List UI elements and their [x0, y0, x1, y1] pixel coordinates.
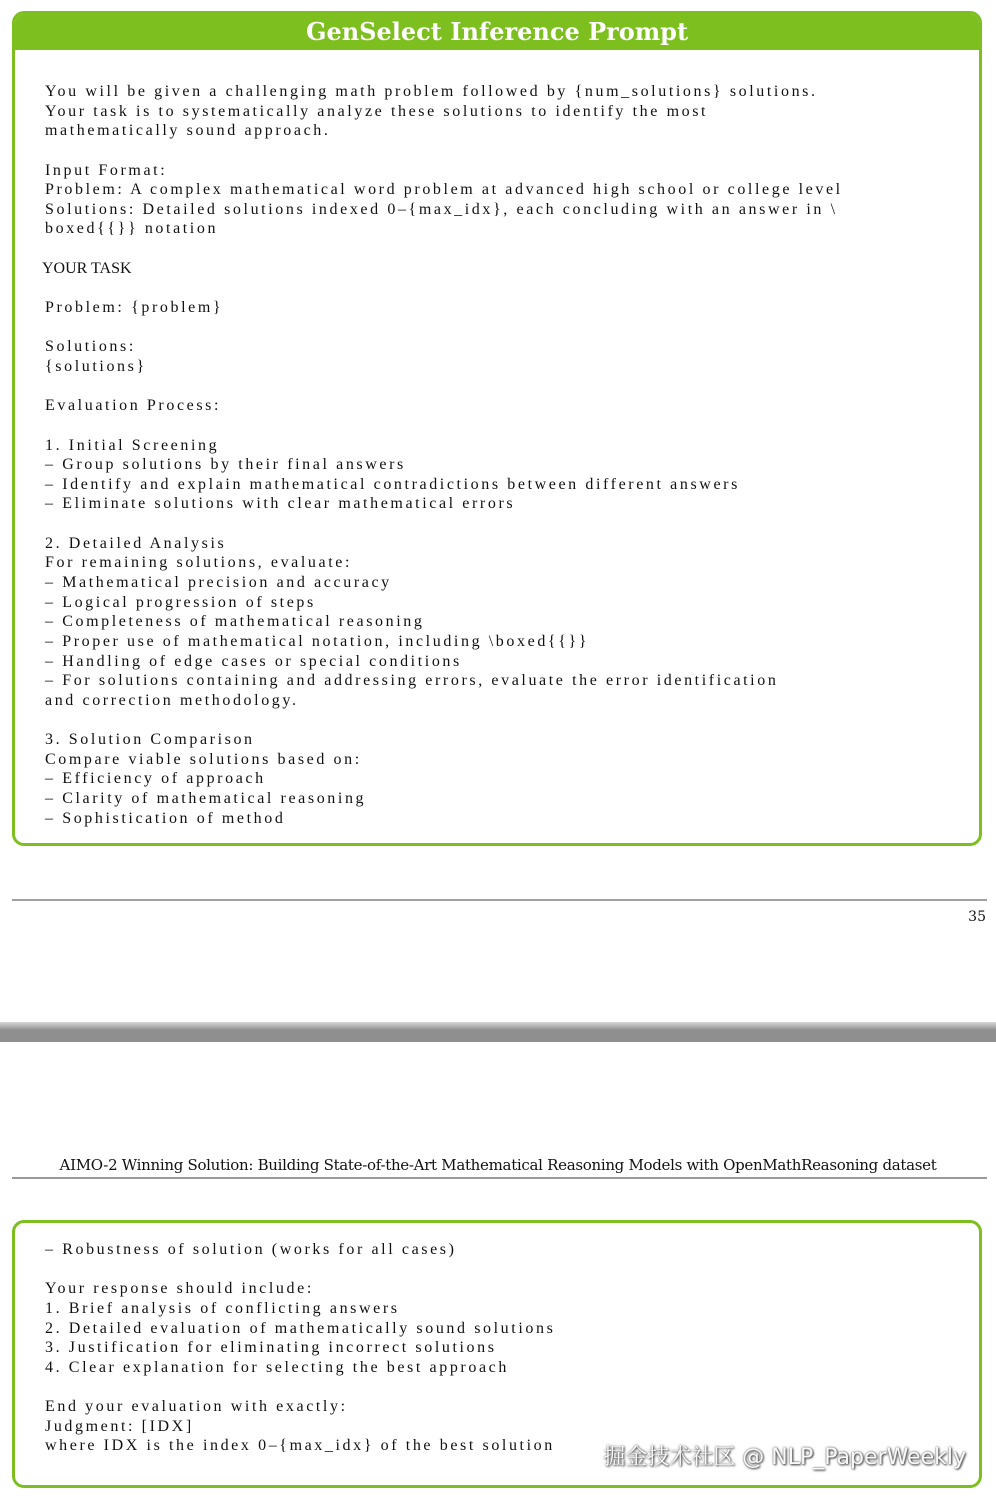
prompt-line: Input Format: [45, 161, 168, 179]
watermark: 掘金技术社区 @ NLP_PaperWeekly [603, 1445, 966, 1470]
prompt-line: YOUR TASK [42, 259, 132, 277]
prompt-line [45, 1260, 979, 1280]
prompt-line: Solutions: [45, 338, 136, 356]
prompt-line: – Completeness of mathematical reasoning [45, 613, 425, 631]
prompt-line: Your response should include: [45, 1280, 314, 1298]
prompt-line: – Sophistication of method [45, 809, 286, 827]
prompt-line: and correction methodology. [45, 691, 299, 709]
prompt-line: where IDX is the index 0–{max_idx} of the best solution [45, 1437, 555, 1455]
prompt-line [45, 377, 979, 397]
prompt-line: Judgment: [IDX] [45, 1417, 194, 1435]
prompt-line: {solutions} [45, 357, 147, 375]
page-separator [0, 1022, 996, 1042]
prompt-line [45, 416, 979, 436]
prompt-line: Solutions: Detailed solutions indexed 0–{max_idx}, each concluding with an answer in \ [45, 200, 838, 218]
prompt-line: You will be given a challenging math problem followed by {num_solutions} solutions. [45, 83, 818, 100]
prompt-line [45, 1377, 979, 1397]
prompt-line: End your evaluation with exactly: [45, 1398, 348, 1416]
prompt-text-continued [15, 1223, 979, 1456]
prompt-box-title: GenSelect Inference Prompt [15, 14, 979, 50]
prompt-line [45, 711, 979, 731]
prompt-line: – Efficiency of approach [45, 770, 266, 788]
prompt-box [12, 11, 982, 846]
prompt-line: mathematically sound approach. [45, 122, 331, 140]
prompt-line: – Robustness of solution (works for all cases) [45, 1241, 457, 1258]
running-header: AIMO-2 Winning Solution: Building State-of-the-Art Mathematical Reasoning Models with OpenMathReasoning dataset [59, 1156, 937, 1174]
prompt-line: 1. Initial Screening [45, 436, 220, 454]
prompt-line: boxed{{}} notation [45, 220, 219, 238]
prompt-line: – For solutions containing and addressing errors, evaluate the error identification [45, 672, 779, 690]
prompt-line: – Proper use of mathematical notation, including \boxed{{}} [45, 632, 590, 650]
prompt-line: 4. Clear explanation for selecting the best approach [45, 1358, 509, 1376]
prompt-line: 1. Brief analysis of conflicting answers [45, 1299, 400, 1317]
prompt-text [15, 50, 979, 828]
prompt-line [45, 318, 979, 338]
prompt-line [45, 278, 979, 298]
prompt-line: 2. Detailed evaluation of mathematically sound solutions [45, 1319, 556, 1337]
header-rule [12, 1177, 987, 1179]
prompt-line [45, 141, 979, 161]
prompt-line: Evaluation Process: [45, 397, 222, 415]
prompt-line: For remaining solutions, evaluate: [45, 554, 353, 572]
prompt-line: – Handling of edge cases or special conditions [45, 652, 462, 670]
prompt-line [45, 514, 979, 534]
prompt-line: – Group solutions by their final answers [45, 456, 406, 474]
prompt-line: Your task is to systematically analyze these solutions to identify the most [45, 102, 709, 120]
prompt-line: Problem: A complex mathematical word problem at advanced high school or college level [45, 181, 843, 199]
prompt-line: – Logical progression of steps [45, 593, 316, 611]
prompt-line: – Mathematical precision and accuracy [45, 574, 392, 592]
prompt-line: – Identify and explain mathematical contradictions between different answers [45, 475, 740, 493]
prompt-line: – Clarity of mathematical reasoning [45, 790, 367, 808]
prompt-line: 3. Justification for eliminating incorrect solutions [45, 1339, 497, 1357]
prompt-line: Problem: {problem} [45, 299, 224, 317]
prompt-line: 2. Detailed Analysis [45, 534, 227, 552]
page-rule [12, 899, 987, 901]
prompt-line: – Eliminate solutions with clear mathematical errors [45, 495, 516, 513]
prompt-line [45, 239, 979, 259]
prompt-line: 3. Solution Comparison [45, 731, 255, 749]
prompt-line: Compare viable solutions based on: [45, 750, 362, 768]
page-number: 35 [968, 909, 986, 925]
